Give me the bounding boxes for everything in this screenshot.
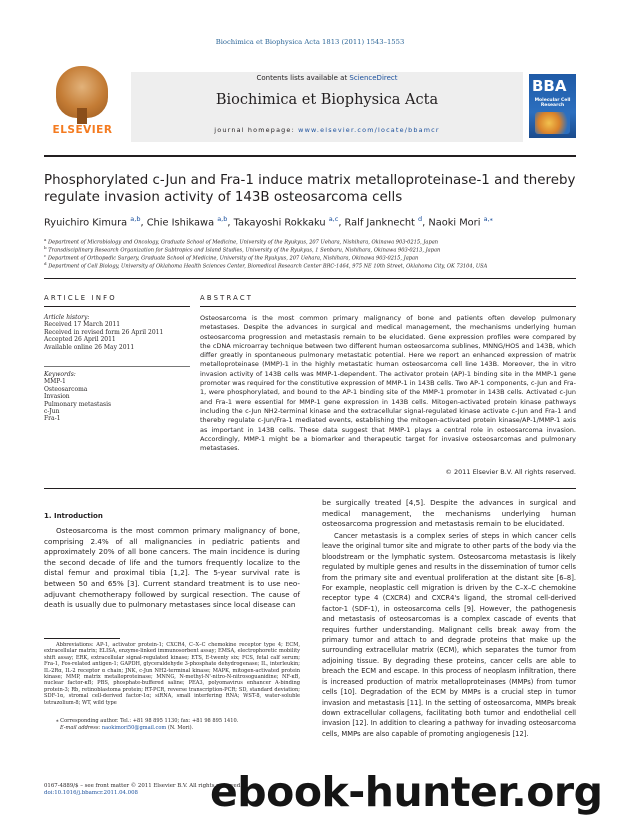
article-info-rule <box>44 306 190 307</box>
affiliation-text: Department of Cell Biology, University of Oklahoma Health Sciences Center, Biomedical Research Center BRC-1464, 975 NE 10th Street, Oklahoma City, OK 73104, USA <box>48 263 488 270</box>
citation-line[interactable]: Biochimica et Biophysica Acta 1813 (2011) 1543–1553 <box>215 38 405 46</box>
email-suffix: (N. Mori). <box>166 725 194 731</box>
publisher-name: ELSEVIER <box>52 124 113 136</box>
keyword: c-Jun <box>44 408 60 416</box>
affiliation-sup: a <box>44 237 47 242</box>
affiliation-sup: d <box>44 261 47 266</box>
contents-prefix: Contents lists available at <box>256 74 350 82</box>
article-history <box>44 314 190 351</box>
journal-title: Biochimica et Biophysica Acta <box>215 92 439 108</box>
keyword: MMP-1 <box>44 378 66 386</box>
keywords-label: Keywords: <box>44 371 76 378</box>
email-footnote <box>44 725 300 731</box>
email-prefix: E-mail address: <box>60 725 102 731</box>
author-affil-sup[interactable]: a,c <box>328 215 339 223</box>
keyword: Pulmonary metastasis <box>44 400 112 408</box>
journal-header <box>44 62 576 142</box>
abstract-copyright: © 2011 Elsevier B.V. All rights reserved. <box>445 468 576 476</box>
keyword: Invasion <box>44 393 70 401</box>
journal-banner <box>131 72 523 142</box>
keywords-list <box>44 371 190 423</box>
keyword: Fra-1 <box>44 415 61 423</box>
cover-subtitle: Molecular Cell Research <box>534 98 571 108</box>
affiliation-text: Department of Orthopedic Surgery, Graduate School of Medicine, University of the Ryukyus, 207 Uehara, Nishihara, Okinawa 903-0215, Japan <box>47 255 419 262</box>
affiliation-sup: c <box>44 253 47 258</box>
article-title: Phosphorylated c-Jun and Fra-1 induce matrix metalloproteinase-1 and thereby regulate invasion activity of 143B osteosarcoma cells <box>44 173 576 205</box>
abstract-rule <box>200 306 576 307</box>
author-affil-sup[interactable]: d <box>418 215 423 223</box>
author-name: Chie Ishikawa <box>146 217 215 229</box>
author-list: Ryuichiro Kimura $^{a,b}$, Chie Ishikawa $^{a,b}$, Takayoshi Rokkaku $^{a,c}$, Ralf Janknecht $^d$, Naoki Mori $^{a,⁎}$ <box>44 215 493 229</box>
header-divider <box>44 155 576 157</box>
keywords-rule <box>44 366 190 367</box>
elsevier-logo[interactable] <box>44 62 121 142</box>
author-name: Naoki Mori <box>428 217 481 229</box>
author-affil-sup[interactable]: a,b <box>130 215 141 223</box>
author-name: Takayoshi Rokkaku <box>233 217 326 229</box>
homepage-prefix: journal homepage: <box>214 126 299 134</box>
sciencedirect-link[interactable]: ScienceDirect <box>349 74 398 82</box>
affiliation-divider <box>44 278 576 279</box>
author-affil-sup[interactable]: a,⁎ <box>483 215 493 223</box>
homepage-link[interactable]: www.elsevier.com/locate/bbamcr <box>298 126 440 134</box>
footnote-rule <box>44 638 120 639</box>
affiliation-text: Department of Microbiology and Oncology, Graduate School of Medicine, University of the Ryukyus, 207 Uehara, Nishihara, Okinawa 903-0215, Japan <box>48 239 439 246</box>
abstract-heading: ABSTRACT <box>200 294 254 302</box>
abstract-bottom-divider <box>44 488 576 489</box>
history-label: Article history: <box>44 314 90 321</box>
cover-title: BBA <box>532 77 567 95</box>
tree-trunk-icon <box>77 108 87 124</box>
intro-right-paragraph-2: Cancer metastasis is a complex series of steps in which cancer cells leave the original tumor site and migrate to other parts of the body via the bloodstream or the lymphatic system. Osteosarcoma metastasis is likely regulated by multiple genes and results in the dissemination of tumor cells from the primary site and eventual proliferation at the distant site [6–8]. For example, neoplastic cell migration is driven by the C–X–C chemokine receptor type 4 (CXCR4) and CXCR4's ligand, the stromal cell-derived factor-1 (SDF-1), in osteosarcoma cells [9]. However, the pathogenesis and metastasis of osteosarcomas is a complex cascade of events that requires further understanding. Malignant cells break away from the primary tumor and attach to and degrade proteins that make up the surrounding extracellular matrix (ECM), which separates the tumor from adjoining tissue. By degrading these proteins, cancer cells are able to breach the ECM and escape. In this process of neoplasm infiltration, there is increased production of matrix metalloproteinases (MMPs) from tumor cells [10]. Degradation of the ECM by MMPs is a crucial step in tumor invasion and metastasis [11]. In the setting of osteosarcoma, MMPs break down extracellular collagens, facilitating both tumor and endothelial cell invasion [12]. In addition to clearing a pathway for invading osteosarcoma cells, MMPs are also capable of promoting angiogenesis [12]. <box>322 532 576 738</box>
journal-cover[interactable] <box>529 74 576 138</box>
email-link[interactable]: naokimori50@gmail.com <box>101 725 167 731</box>
issn-line: 0167-4889/$ – see front matter © 2011 Elsevier B.V. All rights reserved. <box>44 783 242 789</box>
watermark-text: ebook-hunter.org <box>210 768 603 816</box>
history-item: Accepted 26 April 2011 <box>44 336 116 344</box>
author-name: Ralf Janknecht <box>344 217 415 229</box>
contents-line <box>131 74 523 82</box>
affiliation-sup: b <box>44 245 47 250</box>
cover-image <box>535 112 570 134</box>
corresponding-footnote: ⁎ Corresponding author. Tel.: +81 98 895 1130; fax: +81 98 895 1410. <box>56 718 239 724</box>
doi-link[interactable]: doi:10.1016/j.bbamcr.2011.04.008 <box>44 790 138 796</box>
article-info-heading: ARTICLE INFO <box>44 294 117 302</box>
intro-left-paragraph: Osteosarcoma is the most common primary malignancy of bone, comprising 2.4% of all malignancies in pediatric patients and approximately 20% of all bone cancers. The main incidence is during the second decade of life and the tumors frequently localize to the distal femur and proximal tibia [1,2]. The 5-year survival rate is between 50 and 65% [3]. Current standard treatment is to use neo-adjuvant chemotherapy followed by surgical resection. The cause of death is usually due to pulmonary metastases since local disease can <box>44 526 300 610</box>
homepage-line <box>131 126 523 134</box>
affiliation-line <box>44 261 576 270</box>
abbreviations-footnote: Abbreviations: AP-1, activator protein-1; CXCR4, C–X–C chemokine receptor type 4; ECM, extracellular matrix; ELISA, enzyme-linked immunosorbent assay; EMSA, electrophoretic mobility shift assay; ERK, extracellular signal-regulated kinase; ETS, E-twenty six; FCS, fetal calf serum; Fra-1, Fos-related antigen-1; GAPDH, glyceraldehyde 3-phosphate dehydrogenase; IL, interleukin; IL-2Rα, IL-2 receptor α chain; JNK, c-Jun NH2-terminal kinase; MAPK, mitogen-activated protein kinase; MMP, matrix metalloproteinase; MNNG, N-methyl-N'-nitro-N-nitrosoguanidine; NF-κB, nuclear factor-κB; PBS, phosphate-buffered saline; PEA3, polyomavirus enhancer A-binding protein-3; Rb, retinoblastoma protein; RT-PCR, reverse transcription-PCR; SD, standard deviation; SDF-1α, stromal cell-derived factor-1α; siRNA, small interfering RNA; WST-8, water-soluble tetrazolium-8; WT, wild type <box>44 642 300 706</box>
keyword: Osteosarcoma <box>44 385 88 393</box>
abstract-text: Osteosarcoma is the most common primary malignancy of bone and patients often develop pulmonary metastases. Despite the advances in surgical and medical management, the mechanisms underlying human osteosarcoma progression and metastasis remain to be elucidated. Gene expression profiles were compared by the cDNA microarray technique between two different human osteosarcoma sublines, MNNG/HOS and 143B, which differ greatly in spontaneous pulmonary metastatic potential. Here we report an enhanced expression of matrix metalloproteinase (MMP)-1 in the highly metastatic human osteosarcoma cell line 143B. Moreover, the in vitro invasion activity of 143B cells was MMP-1-dependent. The activator protein (AP)-1 binding site in the MMP-1 gene promoter was required for the constitutive expression of MMP-1 in 143B cells. Two AP-1 components, c-Jun and Fra-1, were phosphorylated, and bound to the AP-1 binding site of the MMP-1 promoter in 143B cells. Activated c-Jun and Fra-1 were essential for MMP-1 gene expression in 143B cells. Mitogen-activated protein kinase pathways including the c-Jun NH2-terminal kinase and the extracellular signal-regulated kinase activate c-Jun and Fra-1 and thereby regulate c-Jun/Fra-1 mediated events, establishing the mitogen-activated protein kinase/AP-1/MMP-1 axis as important in 143B cells. These data suggest that MMP-1 plays a central role in osteosarcoma invasion. Accordingly, MMP-1 might be a biomarker and therapeutic target for invasive osteosarcomas and pulmonary metastases. <box>200 314 576 453</box>
intro-right-paragraph-1: be surgically treated [4,5]. Despite the advances in surgical and medical management, the mechanisms underlying human osteosarcoma progression and metastasis remain to be elucidated. <box>322 498 576 529</box>
history-item: Received 17 March 2011 <box>44 321 121 329</box>
intro-heading: 1. Introduction <box>44 512 103 520</box>
author-affil-sup[interactable]: a,b <box>217 215 228 223</box>
author-name: Ryuichiro Kimura <box>44 217 128 229</box>
history-item: Available online 26 May 2011 <box>44 343 135 351</box>
history-item: Received in revised form 26 April 2011 <box>44 328 164 336</box>
affiliation-text: Transdisciplinary Research Organization for Subtropics and Island Studies, University of the Ryukyus, 1 Senbaru, Nishihara, Okinawa 903-0213, Japan <box>48 247 441 254</box>
